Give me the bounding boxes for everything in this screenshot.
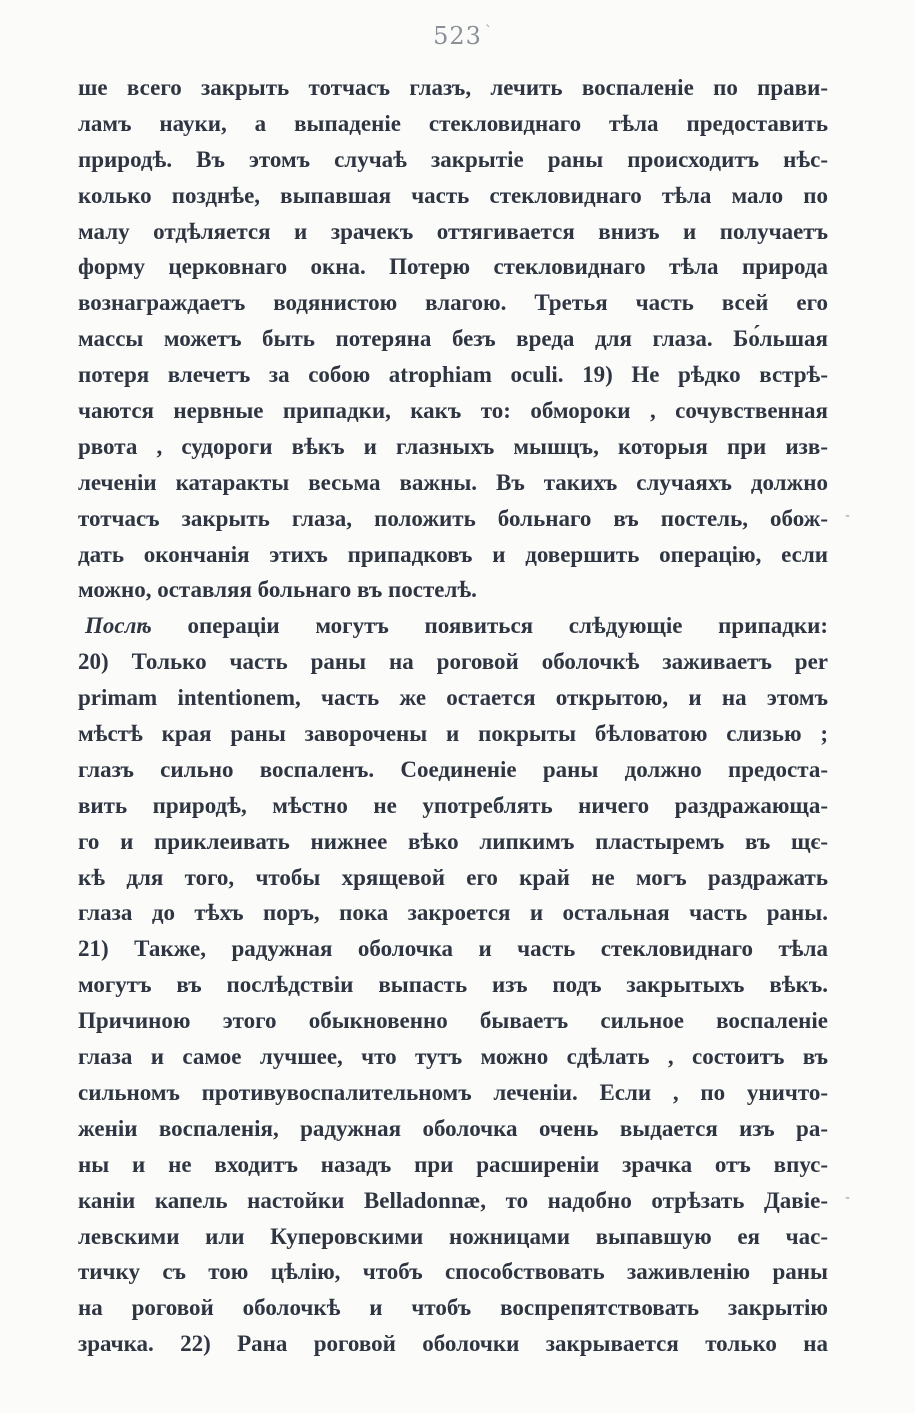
text-line: глазъ сильно воспаленъ. Соединеніе раны должно предоста- bbox=[78, 756, 828, 782]
text-line: леченіи катаракты весьма важны. Въ такихъ случаяхъ должно bbox=[78, 469, 828, 495]
page-number: 523 bbox=[433, 22, 482, 50]
text-line: мѣстѣ края раны заворочены и покрыты бѣловатою слизью ; bbox=[78, 721, 828, 747]
text-line: малу отдѣляется и зрачекъ оттягивается внизъ и получаетъ bbox=[78, 218, 828, 244]
text-line: дать окончанія этихъ припадковъ и довершить операцію, если bbox=[78, 541, 828, 567]
text-line: глаза до тѣхъ поръ, пока закроется и остальная часть раны. bbox=[78, 900, 828, 926]
text-line: массы можетъ быть потеряна безъ вреда для глаза. Бо́льшая bbox=[78, 326, 828, 352]
paragraph-first-line bbox=[78, 608, 828, 644]
text-line: можно, оставляя больнаго въ постелѣ. bbox=[78, 577, 477, 603]
text-line: глаза и самое лучшее, что тутъ можно сдѣлать , состоитъ въ bbox=[78, 1044, 828, 1070]
text-line: потеря влечетъ за собою atrophiam oculi. 19) Не рѣдко встрѣ- bbox=[78, 362, 828, 388]
body-text bbox=[78, 70, 828, 1362]
text-line: Причиною этого обыкновенно бываетъ сильное воспаленіе bbox=[78, 1008, 828, 1034]
text-line: вить природѣ, мѣстно не употреблять ничего раздражающа- bbox=[78, 792, 828, 818]
print-speck: ˋ bbox=[485, 24, 492, 40]
text-line: тотчасъ закрыть глаза, положить больнаго въ постель, обож- bbox=[78, 505, 828, 531]
print-speck: - bbox=[845, 1190, 851, 1206]
text-line: ше всего закрыть тотчасъ глазъ, лечить воспаленіе по прави- bbox=[78, 75, 828, 100]
text-line: женіи воспаленія, радужная оболочка очень выдается изъ ра- bbox=[78, 1115, 828, 1141]
text-line: сильномъ противувоспалительномъ леченіи. Если , по уничто- bbox=[78, 1079, 828, 1105]
text-line: ламъ науки, а выпаденіе стекловиднаго тѣла предоставить bbox=[78, 110, 828, 136]
text-line: рвота , судороги вѣкъ и глазныхъ мышцъ, которыя при изв- bbox=[78, 433, 828, 459]
text-line: форму церковнаго окна. Потерю стекловиднаго тѣла природа bbox=[78, 254, 828, 280]
text-line: ны и не входитъ назадъ при расширеніи зрачка отъ впус- bbox=[78, 1151, 828, 1177]
text-line: операціи могутъ появиться слѣдующіе припадки: bbox=[187, 613, 828, 639]
text-line: каніи капель настойки Belladonnæ, то надобно отрѣзать Давіе- bbox=[78, 1187, 828, 1213]
italic-word: Послѣ bbox=[85, 613, 152, 639]
text-line: на роговой оболочкѣ и чтобъ воспрепятствовать закрытію bbox=[78, 1295, 828, 1321]
text-line: левскими или Куперовскими ножницами выпавшую ея час- bbox=[78, 1223, 828, 1249]
text-line: 20) Только часть раны на роговой оболочкѣ заживаетъ per bbox=[78, 649, 828, 675]
text-line: 21) Также, радужная оболочка и часть стекловиднаго тѣла bbox=[78, 936, 828, 962]
text-line: могутъ въ послѣдствіи выпасть изъ подъ закрытыхъ вѣкъ. bbox=[78, 972, 828, 998]
text-line: колько позднѣе, выпавшая часть стекловиднаго тѣла мало по bbox=[78, 182, 828, 208]
text-line: чаются нервные припадки, какъ то: обмороки , сочувственная bbox=[78, 398, 828, 424]
text-line: тичку съ тою цѣлію, чтобъ способствовать заживленію раны bbox=[78, 1259, 828, 1285]
print-speck: - bbox=[845, 508, 851, 524]
text-line: вознаграждаетъ водянистою влагою. Третья часть всей его bbox=[78, 290, 828, 316]
text-line: зрачка. 22) Рана роговой оболочки закрывается только на bbox=[78, 1331, 828, 1357]
text-line: го и приклеивать нижнее вѣко липкимъ пластыремъ въ щє- bbox=[78, 828, 828, 854]
text-line: природѣ. Въ этомъ случаѣ закрытіе раны происходитъ нѣс- bbox=[78, 146, 828, 172]
text-line: primam intentionem, часть же остается открытою, и на этомъ bbox=[78, 685, 828, 711]
text-line: кѣ для того, чтобы хрящевой его край не могъ раздражать bbox=[78, 864, 828, 890]
